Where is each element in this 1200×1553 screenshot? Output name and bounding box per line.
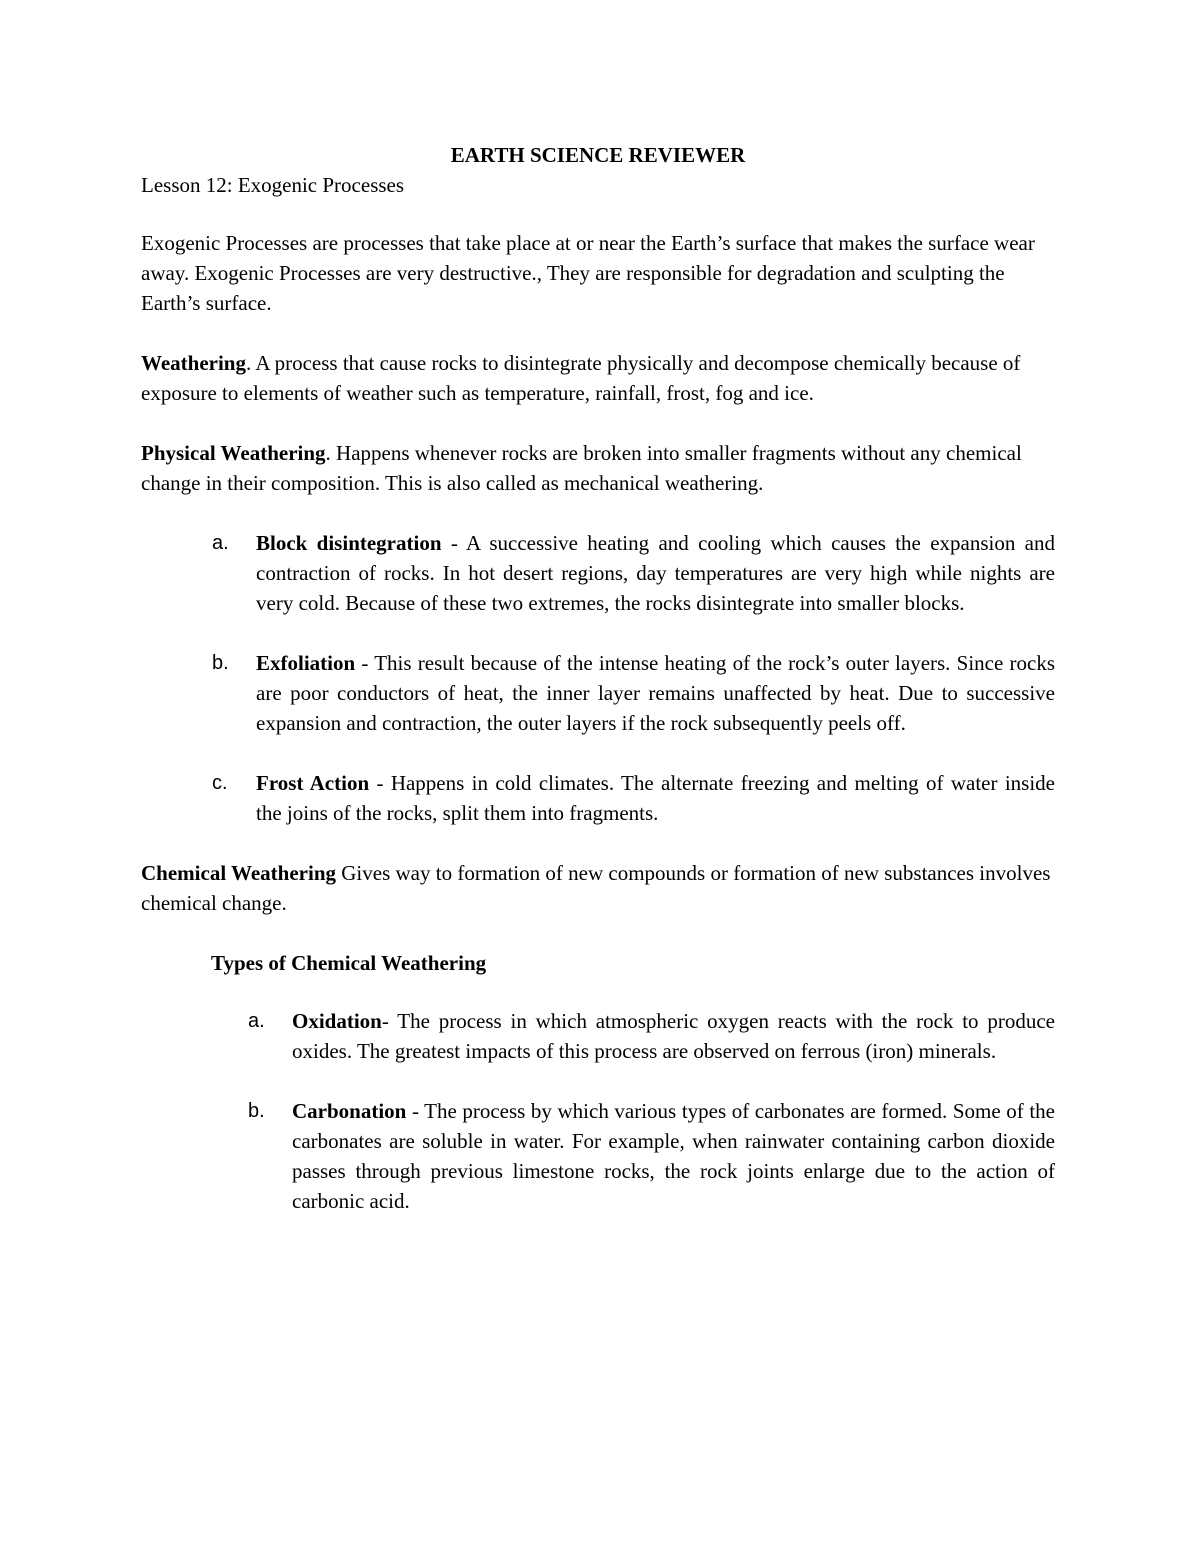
list-item-term: Block disintegration <box>256 531 442 555</box>
list-marker: b. <box>248 1100 265 1122</box>
list-item-term: Oxidation <box>292 1009 382 1033</box>
types-heading: Types of Chemical Weathering <box>211 951 487 975</box>
list-item-text: - The process in which atmospheric oxygen reacts with the rock to produce oxides. The greatest impacts of this process are observed on ferrous (iron) minerals. <box>292 1009 1055 1063</box>
chemical-weathering-paragraph <box>141 858 1055 918</box>
list-item <box>212 768 1055 828</box>
list-item-text: - The process by which various types of carbonates are formed. Some of the carbonates are soluble in water. For example, when rainwater containing carbon dioxide passes through previous limestone rocks, the rock joints enlarge due to the action of carbonic acid. <box>292 1099 1055 1213</box>
document-title: EARTH SCIENCE REVIEWER <box>450 143 746 167</box>
list-marker: c. <box>212 772 228 794</box>
intro-paragraph: Exogenic Processes are processes that take place at or near the Earth’s surface that makes the surface wear away. Exogenic Processes are very destructive., They are responsible for degradation and sculpting the Earth’s surface. <box>141 231 1035 315</box>
list-item <box>212 528 1055 618</box>
list-marker: a. <box>248 1010 265 1032</box>
physical-weathering-term: Physical Weathering <box>141 441 326 465</box>
chemical-weathering-term: Chemical Weathering <box>141 861 337 885</box>
list-item-text: - A successive heating and cooling which causes the expansion and contraction of rocks. In hot desert regions, day temperatures are very high while nights are very cold. Because of these two extremes, the rocks disintegrate into smaller blocks. <box>256 531 1055 615</box>
list-marker: b. <box>212 652 229 674</box>
weathering-paragraph <box>141 348 1055 408</box>
list-item <box>212 648 1055 738</box>
list-item-term: Exfoliation <box>256 651 356 675</box>
list-item <box>248 1006 1055 1066</box>
lesson-subtitle: Lesson 12: Exogenic Processes <box>141 173 405 197</box>
list-item-term: Carbonation <box>292 1099 407 1123</box>
chemical-weathering-list <box>141 1006 1055 1216</box>
physical-weathering-list <box>141 528 1055 828</box>
weathering-term: Weathering <box>141 351 246 375</box>
document-page <box>141 140 1055 1246</box>
list-item-text: - Happens in cold climates. The alternate freezing and melting of water inside the joins of the rocks, split them into fragments. <box>256 771 1055 825</box>
list-item-term: Frost Action <box>256 771 370 795</box>
list-item-text: - This result because of the intense heating of the rock’s outer layers. Since rocks are poor conductors of heat, the inner layer remains unaffected by heat. Due to successive expansion and contraction, the outer layers if the rock subsequently peels off. <box>256 651 1055 735</box>
physical-weathering-text: . Happens whenever rocks are broken into smaller fragments without any chemical change in their composition. This is also called as mechanical weathering. <box>141 441 1022 495</box>
physical-weathering-paragraph <box>141 438 1055 498</box>
weathering-text: . A process that cause rocks to disintegrate physically and decompose chemically because of exposure to elements of weather such as temperature, rainfall, frost, fog and ice. <box>141 351 1021 405</box>
list-item <box>248 1096 1055 1216</box>
list-marker: a. <box>212 532 229 554</box>
chemical-weathering-text: Gives way to formation of new compounds or formation of new substances involves chemical change. <box>141 861 1051 915</box>
